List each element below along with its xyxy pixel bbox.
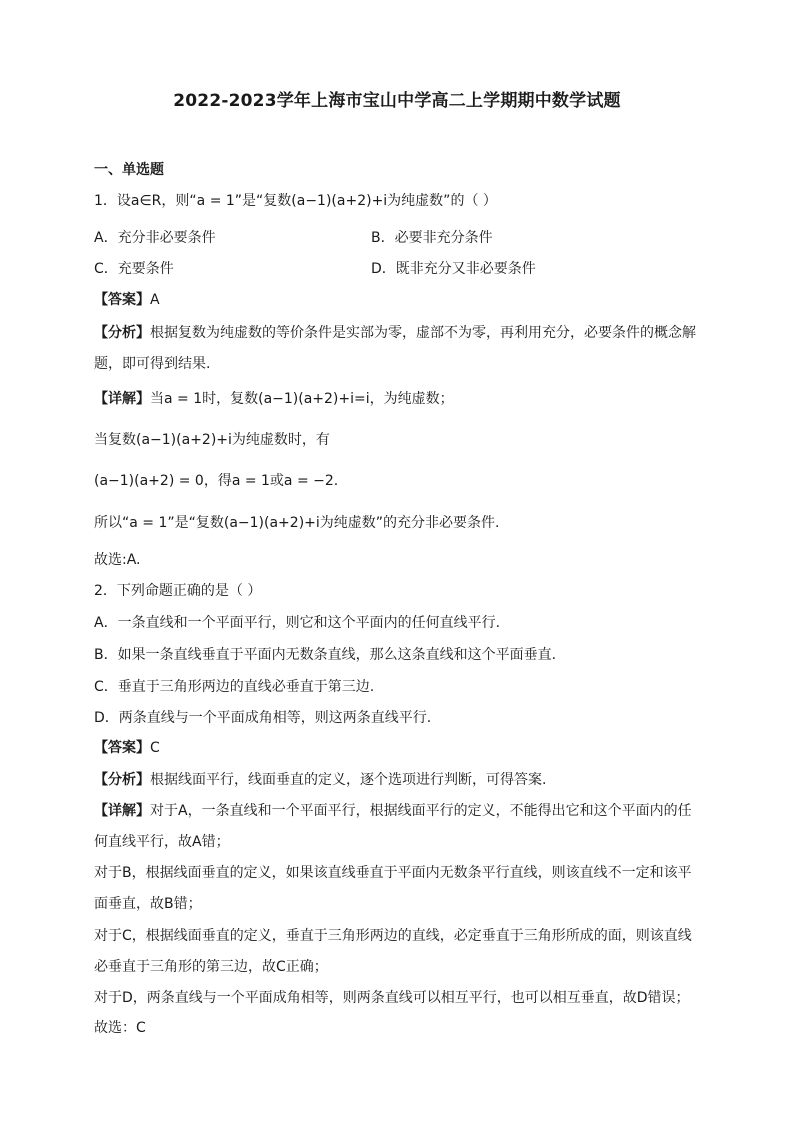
q1-answer-tag: 【答案】 bbox=[94, 292, 150, 308]
q2-detail-tag: 【详解】 bbox=[94, 803, 150, 819]
q1-option-b: B．必要非充分条件 bbox=[371, 230, 493, 246]
q2-answer-tag: 【答案】 bbox=[94, 740, 150, 756]
section-heading: 一、单选题 bbox=[94, 162, 164, 178]
q2-detail-line-3: 对于B，根据线面垂直的定义，如果该直线垂直于平面内无数条平行直线，则该直线不一定和该平 bbox=[94, 865, 692, 881]
q1-detail-line-2: 当复数(a−1)(a+2)+i为纯虚数时，有 bbox=[94, 432, 330, 448]
q2-analysis-tag: 【分析】 bbox=[94, 772, 150, 788]
q1-option-a: A．充分非必要条件 bbox=[94, 230, 216, 246]
q2-detail-line-6: 必垂直于三角形的第三边，故C正确； bbox=[94, 959, 328, 975]
q1-detail-tag: 【详解】 bbox=[94, 391, 150, 407]
q2-answer: C bbox=[150, 740, 160, 756]
q1-detail-line-4: 所以“a = 1”是“复数(a−1)(a+2)+i为纯虚数”的充分非必要条件. bbox=[94, 515, 500, 531]
q1-stem: 1．设a∈R，则“a = 1”是“复数(a−1)(a+2)+i为纯虚数”的（ ） bbox=[94, 193, 497, 209]
q2-detail-line-4: 面垂直，故B错； bbox=[94, 896, 202, 912]
q1-analysis-text-1: 根据复数为纯虚数的等价条件是实部为零，虚部不为零，再利用充分，必要条件的概念解 bbox=[150, 325, 696, 341]
q2-conclusion: 故选：C bbox=[94, 1020, 146, 1036]
q1-detail-text-1: 当a = 1时，复数(a−1)(a+2)+i=i，为纯虚数； bbox=[150, 391, 454, 407]
q1-answer: A bbox=[150, 292, 160, 308]
q1-analysis-tag: 【分析】 bbox=[94, 325, 150, 341]
page-title: 2022-2023学年上海市宝山中学高二上学期期中数学试题 bbox=[173, 91, 621, 111]
q2-detail-text-1: 对于A，一条直线和一个平面平行，根据线面平行的定义，不能得出它和这个平面内的任 bbox=[150, 803, 692, 819]
q2-option-d: D．两条直线与一个平面成角相等，则这两条直线平行. bbox=[94, 710, 432, 726]
q2-answer-line bbox=[94, 739, 160, 757]
q1-detail-line-3: (a−1)(a+2) = 0，得a = 1或a = −2. bbox=[94, 473, 339, 489]
q1-detail-line-1 bbox=[94, 390, 454, 408]
q1-option-c: C．充要条件 bbox=[94, 261, 174, 277]
q2-stem: 2．下列命题正确的是（ ） bbox=[94, 583, 262, 599]
q2-detail-line-1 bbox=[94, 802, 692, 820]
q2-detail-line-7: 对于D，两条直线与一个平面成角相等，则两条直线可以相互平行，也可以相互垂直，故D错误； bbox=[94, 990, 690, 1006]
q1-option-d: D．既非充分又非必要条件 bbox=[371, 261, 536, 277]
q2-option-a: A．一条直线和一个平面平行，则它和这个平面内的任何直线平行. bbox=[94, 615, 501, 631]
q2-option-b: B．如果一条直线垂直于平面内无数条直线，那么这条直线和这个平面垂直. bbox=[94, 647, 557, 663]
q1-analysis-line-1 bbox=[94, 324, 696, 342]
q1-analysis-line-2: 题，即可得到结果. bbox=[94, 356, 211, 372]
q2-detail-line-5: 对于C，根据线面垂直的定义，垂直于三角形两边的直线，必定垂直于三角形所成的面，则该直线 bbox=[94, 928, 692, 944]
q1-conclusion: 故选:A. bbox=[94, 552, 141, 568]
q2-analysis-text-1: 根据线面平行，线面垂直的定义，逐个选项进行判断，可得答案. bbox=[150, 772, 547, 788]
q1-answer-line bbox=[94, 291, 160, 309]
q2-analysis-line-1 bbox=[94, 771, 546, 789]
q2-option-c: C．垂直于三角形两边的直线必垂直于第三边. bbox=[94, 679, 375, 695]
q2-detail-line-2: 何直线平行，故A错； bbox=[94, 834, 230, 850]
